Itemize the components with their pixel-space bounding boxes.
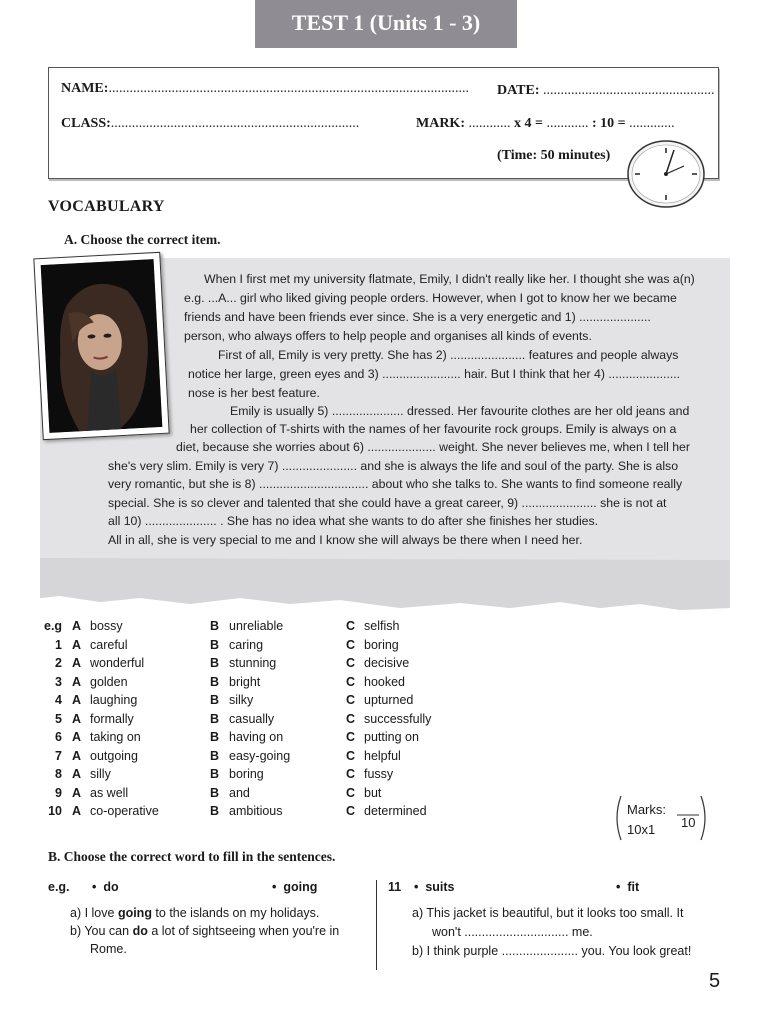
student-info-box: [48, 67, 719, 179]
option-letter-a: A: [72, 619, 82, 633]
clock-icon: [622, 138, 706, 210]
option-number: 5: [55, 711, 62, 726]
mark-label: MARK:: [416, 116, 465, 131]
passage-line: e.g. ...A... girl who liked giving people orders. However, when I got to know her we became: [184, 291, 677, 305]
option-letter-c: C: [346, 711, 356, 726]
option-c[interactable]: determined: [364, 804, 427, 818]
option-letter-b: B: [210, 637, 220, 652]
mark-field[interactable]: MARK: ............ x 4 = ............ : 10 = .............: [416, 116, 675, 131]
option-b[interactable]: ambitious: [229, 804, 283, 818]
class-field[interactable]: CLASS:.......................................................................: [61, 116, 360, 131]
option-a[interactable]: taking on: [90, 730, 141, 744]
section-a-heading: A. Choose the correct item.: [64, 232, 221, 247]
eg-word-1: • do: [92, 880, 119, 894]
q11-word-2: • fit: [616, 880, 640, 894]
option-number: 6: [55, 730, 62, 744]
time-note: (Time: 50 minutes): [497, 148, 611, 163]
option-number: 2: [55, 656, 62, 670]
option-letter-b: B: [210, 804, 220, 818]
option-number: 1: [55, 637, 62, 652]
option-letter-a: A: [72, 804, 82, 818]
option-letter-b: B: [210, 785, 220, 800]
q11-sentence-a: a) This jacket is beautiful, but it looks too small. It: [412, 906, 684, 920]
eg-word-2: • going: [272, 880, 318, 894]
page-number: 5: [709, 970, 721, 992]
date-field[interactable]: DATE: .................................................: [497, 83, 715, 98]
option-c[interactable]: fussy: [364, 767, 394, 781]
option-c[interactable]: upturned: [364, 693, 414, 707]
option-c[interactable]: but: [364, 785, 382, 800]
option-a[interactable]: laughing: [90, 693, 138, 707]
vocabulary-heading: VOCABULARY: [48, 198, 165, 215]
eg-sentence-b: b) You can do a lot of sightseeing when you're in: [70, 924, 340, 938]
passage-line: When I first met my university flatmate, Emily, I didn't really like her. I thought she was a(n): [204, 272, 695, 286]
option-letter-a: A: [72, 693, 82, 707]
marks-box: [613, 793, 709, 843]
option-number: e.g: [44, 619, 63, 633]
passage-line: her collection of T-shirts with the names of her favourite rock groups. Emily is always on a: [190, 422, 677, 436]
passage-line: she's very slim. Emily is very 7) ...................... and she is always the life and soul of the party. She is also: [108, 459, 679, 473]
option-letter-c: C: [346, 730, 356, 744]
name-label: NAME:: [61, 81, 109, 96]
option-c[interactable]: hooked: [364, 674, 406, 689]
option-a[interactable]: golden: [90, 674, 128, 689]
marks-multiplier: 10x1: [627, 822, 656, 837]
option-a[interactable]: wonderful: [90, 656, 145, 670]
option-b[interactable]: silky: [229, 693, 254, 707]
option-letter-c: C: [346, 674, 356, 689]
marks-label: Marks:: [627, 802, 666, 817]
option-letter-b: B: [210, 619, 220, 633]
option-a[interactable]: co-operative: [90, 804, 159, 818]
option-letter-c: C: [346, 804, 356, 818]
date-label: DATE:: [497, 83, 540, 98]
option-b[interactable]: caring: [229, 637, 264, 652]
option-b[interactable]: bright: [229, 674, 261, 689]
option-a[interactable]: careful: [90, 637, 128, 652]
option-b[interactable]: stunning: [229, 656, 277, 670]
option-letter-b: B: [210, 693, 220, 707]
passage-line: special. She is so clever and talented that she could have a great career, 9) ...................... she is not at: [108, 496, 667, 510]
option-b[interactable]: easy-going: [229, 748, 291, 763]
passage-line: First of all, Emily is very pretty. She has 2) ...................... features and people always: [218, 348, 679, 362]
option-a[interactable]: silly: [90, 767, 111, 781]
option-letter-c: C: [346, 619, 356, 633]
option-b[interactable]: having on: [229, 730, 284, 744]
passage-line: friends and have been friends ever since. She is a very energetic and 1) .....................: [184, 310, 651, 324]
option-c[interactable]: selfish: [364, 619, 400, 633]
option-b[interactable]: boring: [229, 767, 264, 781]
option-number: 9: [55, 785, 62, 800]
passage-line: notice her large, green eyes and 3) ....................... hair. But I think that her 4) .....................: [188, 367, 681, 381]
class-label: CLASS:: [61, 116, 111, 131]
option-letter-a: A: [72, 656, 82, 670]
option-letter-c: C: [346, 785, 356, 800]
eg-sentence-a: a) I love going to the islands on my holidays.: [70, 906, 320, 920]
option-c[interactable]: boring: [364, 637, 399, 652]
option-letter-b: B: [210, 730, 220, 744]
passage-line: All in all, she is very special to me and I know she will always be there when I need her.: [108, 533, 583, 547]
option-a[interactable]: outgoing: [90, 748, 138, 763]
test-title: TEST 1 (Units 1 - 3): [255, 0, 517, 48]
q11-sentence-a-cont[interactable]: won't .............................. me.: [432, 925, 593, 939]
q11-sentence-b[interactable]: b) I think purple ...................... you. You look great!: [412, 944, 692, 958]
mark-formula: x 4 =: [514, 116, 543, 131]
option-letter-a: A: [72, 674, 82, 689]
portrait-photo: [33, 252, 169, 440]
option-b[interactable]: casually: [229, 711, 275, 726]
eg-label: e.g.: [48, 880, 70, 894]
option-letter-b: B: [210, 711, 220, 726]
option-letter-c: C: [346, 656, 356, 670]
passage-line: very romantic, but she is 8) ................................ about who she talks to. She wants to find someone really: [108, 477, 683, 491]
eg-sentence-b-cont: Rome.: [90, 942, 127, 956]
option-letter-b: B: [210, 748, 220, 763]
option-number: 8: [55, 767, 62, 781]
option-letter-a: A: [72, 730, 82, 744]
option-a[interactable]: as well: [90, 785, 129, 800]
option-letter-a: A: [72, 767, 82, 781]
option-c[interactable]: helpful: [364, 748, 401, 763]
passage-line: Emily is usually 5) ..................... dressed. Her favourite clothes are her old jeans and: [230, 404, 690, 418]
option-c[interactable]: putting on: [364, 730, 419, 744]
option-number: 7: [55, 748, 62, 763]
option-letter-a: A: [72, 785, 82, 800]
section-b-heading: B. Choose the correct word to fill in the sentences.: [48, 849, 336, 864]
marks-total: 10: [681, 815, 696, 830]
option-c[interactable]: successfully: [364, 711, 432, 726]
option-letter-c: C: [346, 637, 356, 652]
option-letter-a: A: [72, 711, 82, 726]
option-number: 10: [48, 804, 62, 818]
q11-word-1: • suits: [414, 880, 455, 894]
name-field[interactable]: NAME:.......................................................................................................: [61, 81, 469, 96]
passage-line: nose is her best feature.: [188, 386, 320, 400]
option-b[interactable]: and: [229, 785, 250, 800]
option-letter-b: B: [210, 767, 220, 781]
option-letter-b: B: [210, 674, 220, 689]
woman-portrait-image: [41, 259, 163, 433]
option-number: 3: [55, 674, 62, 689]
mark-divisor: : 10 =: [591, 116, 626, 131]
option-a[interactable]: formally: [90, 711, 134, 726]
option-letter-a: A: [72, 637, 82, 652]
option-letter-b: B: [210, 656, 220, 670]
column-divider: [376, 880, 377, 970]
option-letter-c: C: [346, 748, 356, 763]
option-number: 4: [55, 693, 62, 707]
option-letter-a: A: [72, 748, 82, 763]
option-letter-c: C: [346, 767, 356, 781]
option-c[interactable]: decisive: [364, 656, 410, 670]
option-a[interactable]: bossy: [90, 619, 123, 633]
passage-line: all 10) ..................... . She has no idea what she wants to do after she finishes her studies.: [108, 514, 599, 528]
option-letter-c: C: [346, 693, 356, 707]
passage-line: person, who always offers to help people and organises all kinds of events.: [184, 329, 592, 343]
q11-number: 11: [388, 880, 402, 894]
passage-line: diet, because she worries about 6) .................... weight. She never believes me, when I tell her: [176, 440, 690, 454]
option-b[interactable]: unreliable: [229, 619, 284, 633]
